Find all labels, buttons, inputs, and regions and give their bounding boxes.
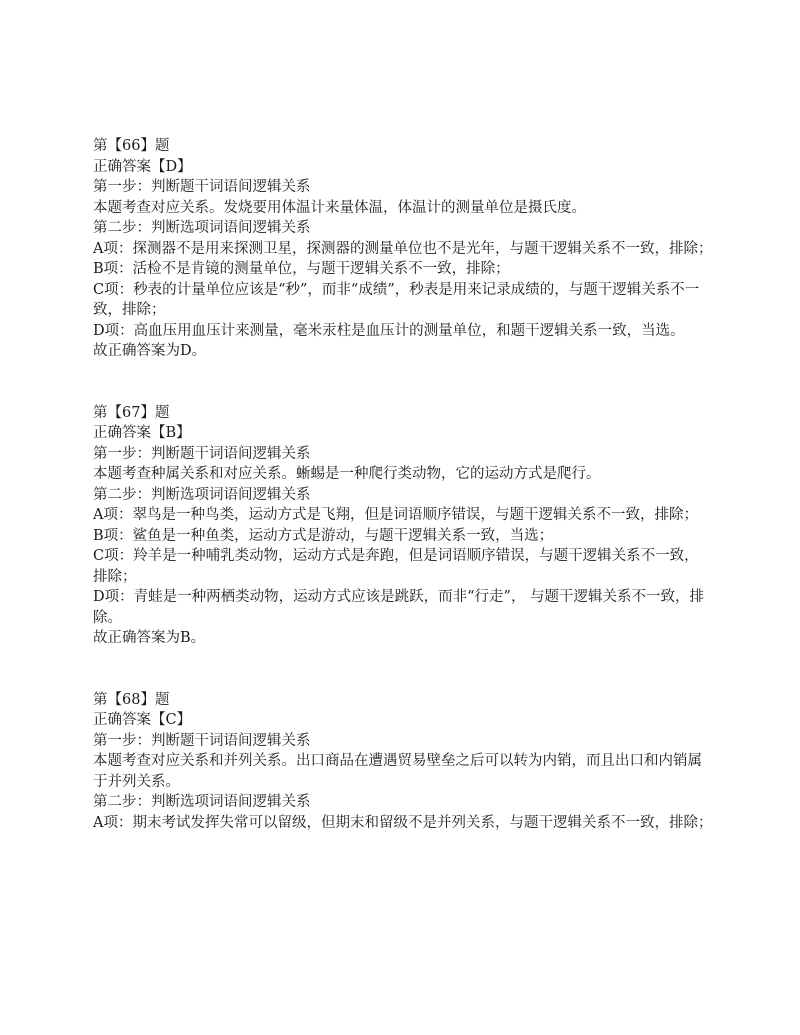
- answer-explanations: [93, 136, 713, 833]
- option-a: A项：期末考试发挥失常可以留级，但期末和留级不是并列关系，与题干逻辑关系不一致，排除；: [93, 814, 713, 831]
- correct-answer: 正确答案【B】: [93, 425, 191, 441]
- conclusion: 故正确答案为B。: [93, 630, 206, 646]
- step-one-heading: 第一步：判断题干词语间逻辑关系: [93, 732, 311, 749]
- option-b: B项：活检不是肯镜的测量单位，与题干逻辑关系不一致，排除；: [93, 261, 510, 277]
- question-title: 第【67】题: [93, 404, 170, 421]
- option-d: D项：青蛙是一种两栖类动物，运动方式应该是跳跃，而非“行走”， 与题干逻辑关系不一致，排除。: [93, 589, 705, 626]
- correct-answer: 正确答案【D】: [93, 158, 192, 175]
- analysis-text: 本题考查对应关系和并列关系。出口商品在遭遇贸易壁垒之后可以转为内销，而且出口和内销属于并列关系。: [93, 753, 702, 790]
- question-67: [93, 403, 713, 649]
- option-d: D项：高血压用血压计来测量，毫米汞柱是血压计的测量单位，和题干逻辑关系一致，当选。: [93, 322, 685, 339]
- step-one-heading: 第一步：判断题干词语间逻辑关系: [93, 179, 311, 195]
- option-a: A项：探测器不是用来探测卫星，探测器的测量单位也不是光年，与题干逻辑关系不一致，排除；: [93, 240, 713, 257]
- conclusion: 故正确答案为D。: [93, 343, 207, 359]
- option-c: C项：羚羊是一种哺乳类动物，运动方式是奔跑，但是词语顺序错误，与题干逻辑关系不一致，排除；: [93, 548, 699, 585]
- step-two-heading: 第二步：判断选项词语间逻辑关系: [93, 220, 311, 236]
- option-b: B项：鲨鱼是一种鱼类，运动方式是游动，与题干逻辑关系一致，当选；: [93, 527, 554, 544]
- question-title: 第【66】题: [93, 138, 170, 154]
- analysis-text: 本题考查种属关系和对应关系。蜥蜴是一种爬行类动物，它的运动方式是爬行。: [93, 466, 601, 482]
- question-66: [93, 136, 713, 362]
- step-two-heading: 第二步：判断选项词语间逻辑关系: [93, 486, 311, 503]
- option-c: C项：秒表的计量单位应该是“秒”，而非“成绩”，秒表是用来记录成绩的，与题干逻辑关系不一致，排除；: [93, 281, 700, 318]
- correct-answer: 正确答案【C】: [93, 712, 192, 728]
- step-one-heading: 第一步：判断题干词语间逻辑关系: [93, 445, 311, 462]
- step-two-heading: 第二步：判断选项词语间逻辑关系: [93, 794, 311, 810]
- analysis-text: 本题考查对应关系。发烧要用体温计来量体温，体温计的测量单位是摄氏度。: [93, 199, 586, 216]
- question-title: 第【68】题: [93, 691, 170, 708]
- question-68: [93, 690, 713, 834]
- option-a: A项：翠鸟是一种鸟类，运动方式是飞翔，但是词语顺序错误，与题干逻辑关系不一致，排除；: [93, 507, 698, 523]
